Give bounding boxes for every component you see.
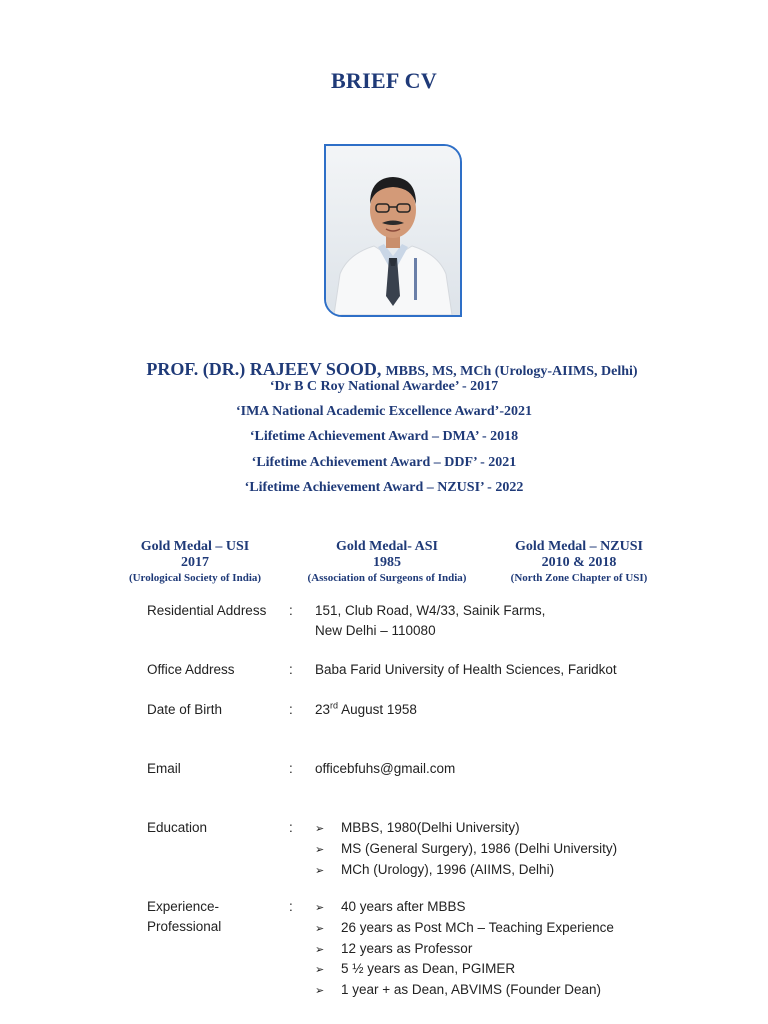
award-line: ‘Lifetime Achievement Award – DMA’ - 2018	[249, 429, 519, 444]
arrow-bullet-icon: ➢	[315, 842, 325, 856]
field-separator: :	[289, 702, 293, 717]
field-label: Email	[147, 761, 181, 776]
cv-title: BRIEF CV	[330, 68, 438, 93]
list-item: ➢ 12 years as Professor	[315, 939, 614, 960]
award-line: ‘Lifetime Achievement Award – NZUSI’ - 2022	[244, 480, 524, 495]
award-line: ‘Dr B C Roy National Awardee’ - 2017	[269, 379, 499, 394]
medal-name: Gold Medal – USI	[140, 539, 250, 554]
dob-rest: August 1958	[341, 702, 417, 717]
education-list	[315, 818, 617, 880]
list-item: ➢ MCh (Urology), 1996 (AIIMS, Delhi)	[315, 860, 617, 881]
email-value: officebfuhs@gmail.com	[315, 761, 456, 776]
field-value	[315, 700, 417, 720]
list-item: ➢ MBBS, 1980(Delhi University)	[315, 818, 617, 839]
dob-suffix: rd	[330, 700, 339, 711]
field-separator: :	[289, 662, 293, 677]
arrow-bullet-icon: ➢	[315, 921, 325, 935]
arrow-bullet-icon: ➢	[315, 963, 325, 977]
field-label: Professional	[147, 919, 222, 934]
list-item: ➢ 26 years as Post MCh – Teaching Experience	[315, 918, 614, 939]
field-separator: :	[289, 899, 293, 914]
medal-org: (Association of Surgeons of India)	[307, 572, 467, 584]
field-separator: :	[289, 820, 293, 835]
doctor-name-line	[0, 359, 768, 380]
medal-nzusi	[469, 539, 689, 585]
medal-usi	[85, 539, 305, 585]
arrow-bullet-icon: ➢	[315, 822, 325, 835]
medal-year: 2017	[181, 555, 209, 570]
profile-photo	[324, 144, 462, 317]
field-label: Experience-	[147, 899, 220, 914]
medal-org: (North Zone Chapter of USI)	[510, 572, 648, 584]
field-label: Residential Address	[147, 603, 267, 618]
list-item: ➢ 5 ½ years as Dean, PGIMER	[315, 959, 614, 980]
award-line: ‘Lifetime Achievement Award – DDF’ - 2021	[251, 455, 517, 470]
medal-org: (Urological Society of India)	[128, 572, 262, 584]
medal-name: Gold Medal- ASI	[336, 539, 438, 554]
list-item: ➢ 1 year + as Dean, ABVIMS (Founder Dean)	[315, 980, 614, 1001]
field-label: Date of Birth	[147, 702, 223, 717]
award-line: ‘IMA National Academic Excellence Award’-2021	[235, 404, 533, 419]
medal-name: Gold Medal – NZUSI	[515, 539, 643, 554]
address-line: 151, Club Road, W4/33, Sainik Farms,	[315, 603, 546, 618]
field-separator: :	[289, 761, 293, 776]
field-label: Office Address	[147, 662, 235, 677]
dob-day: 23	[315, 702, 331, 717]
doctor-name: PROF. (DR.) RAJEEV SOOD,	[146, 359, 382, 379]
arrow-bullet-icon: ➢	[315, 901, 325, 914]
medal-year: 2010 & 2018	[541, 555, 617, 570]
list-item: ➢ 40 years after MBBS	[315, 897, 614, 918]
experience-list	[315, 897, 614, 1001]
list-item: ➢ MS (General Surgery), 1986 (Delhi University)	[315, 839, 617, 860]
address-line: New Delhi – 110080	[315, 623, 436, 638]
arrow-bullet-icon: ➢	[315, 984, 325, 998]
arrow-bullet-icon: ➢	[315, 942, 325, 956]
field-separator: :	[289, 603, 293, 618]
field-label: Education	[147, 820, 208, 835]
medal-year: 1985	[373, 555, 401, 570]
doctor-qualifications: MBBS, MS, MCh (Urology-AIIMS, Delhi)	[385, 364, 638, 379]
medal-asi	[277, 539, 497, 585]
arrow-bullet-icon: ➢	[315, 863, 325, 877]
field-value: Baba Farid University of Health Sciences, Faridkot	[315, 662, 617, 677]
